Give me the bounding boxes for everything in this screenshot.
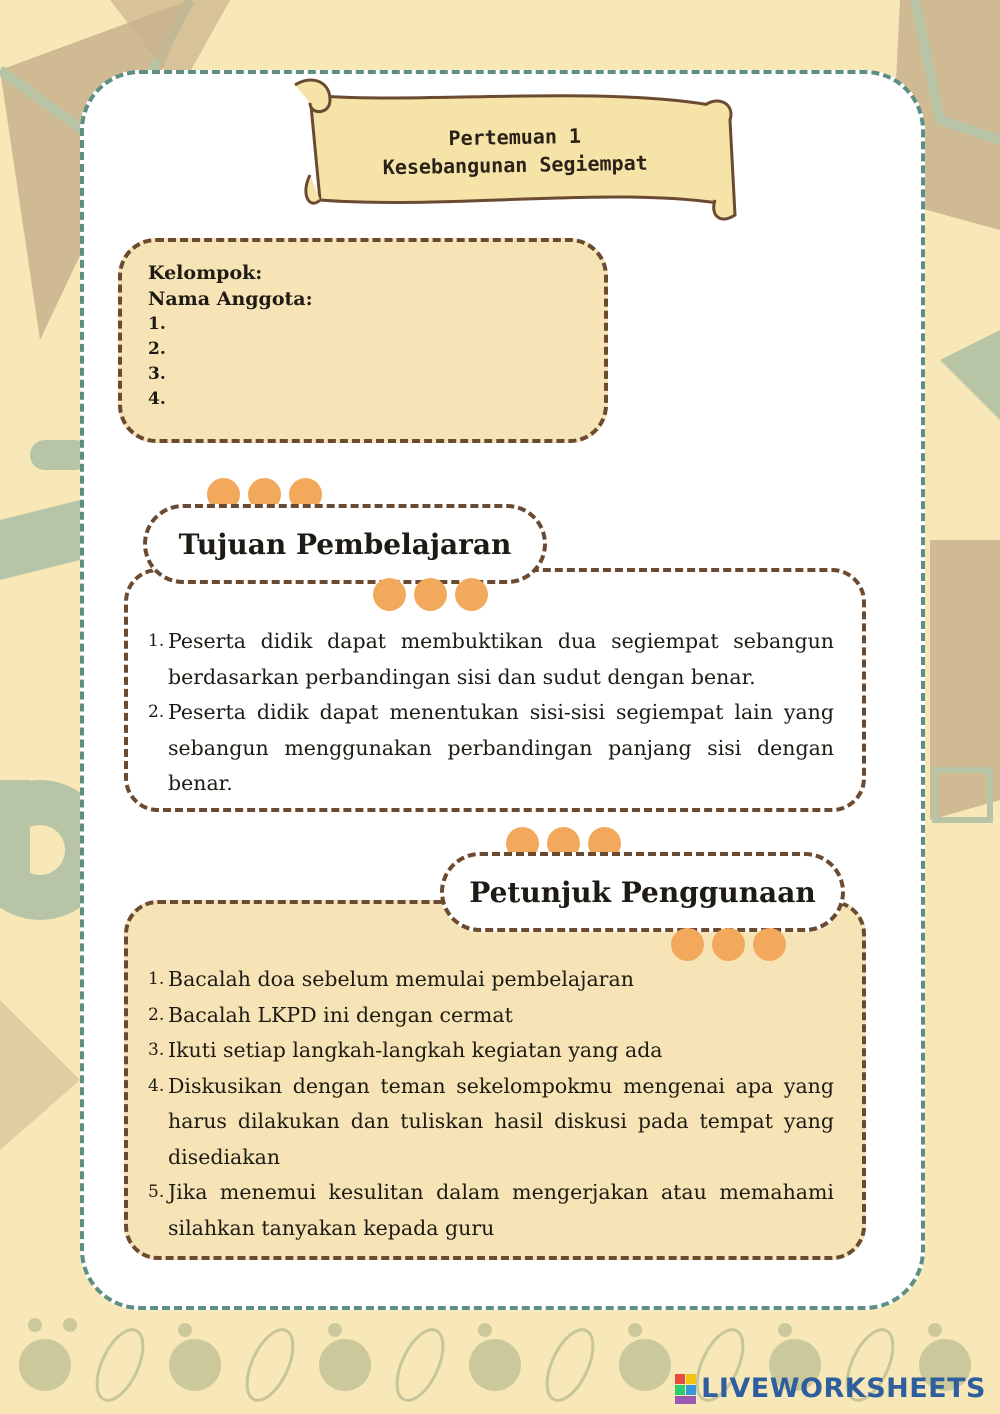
dot (414, 578, 447, 611)
dot (753, 928, 786, 961)
meeting-label: Pertemuan 1 (448, 123, 582, 151)
liveworksheets-logo (675, 1373, 986, 1404)
petunjuk-title: Petunjuk Penggunaan (469, 875, 816, 909)
list-item: 3. Ikuti setiap langkah-langkah kegiatan yang ada (148, 1038, 663, 1062)
petunjuk-list (148, 962, 834, 1246)
dot (671, 928, 704, 961)
decor-dots (671, 928, 786, 961)
dot (373, 578, 406, 611)
banner-title (340, 120, 691, 182)
petunjuk-heading (440, 852, 845, 932)
list-item: 2. Bacalah LKPD ini dengan cermat (148, 1002, 513, 1027)
topic-label: Kesebangunan Segiempat (382, 150, 648, 180)
list-item: 2. Peserta didik dapat menentukan sisi-sisi segiempat lain yang sebangun menggunakan perbandingan panjang sisi dengan benar. (148, 700, 834, 795)
member-number: 1. (148, 314, 166, 334)
liveworksheets-icon (675, 1374, 697, 1404)
list-item: 1. Peserta didik dapat membuktikan dua segiempat sebangun berdasarkan perbandingan sisi dan sudut dengan benar. (148, 629, 834, 689)
decor-dots (373, 578, 488, 611)
members-label: Nama Anggota: (148, 288, 313, 310)
member-number: 3. (148, 364, 166, 384)
member-number: 4. (148, 389, 166, 409)
dot (712, 928, 745, 961)
list-item: 5. Jika menemui kesulitan dalam mengerjakan atau memahami silahkan tanyakan kepada guru (148, 1180, 834, 1240)
group-info-box (118, 238, 608, 443)
tujuan-box (124, 568, 866, 812)
tujuan-list (148, 624, 834, 802)
dot (455, 578, 488, 611)
list-item: 4. Diskusikan dengan teman sekelompokmu mengenai apa yang harus dilakukan dan tuliskan hasil diskusi pada tempat yang disediakan (148, 1073, 834, 1169)
brand-text: LIVEWORKSHEETS (701, 1373, 986, 1404)
member-number: 2. (148, 339, 166, 359)
tujuan-title: Tujuan Pembelajaran (178, 527, 512, 561)
list-item: 1. Bacalah doa sebelum memulai pembelajaran (148, 967, 634, 991)
tujuan-heading (143, 504, 547, 584)
group-label: Kelompok: (148, 262, 263, 284)
